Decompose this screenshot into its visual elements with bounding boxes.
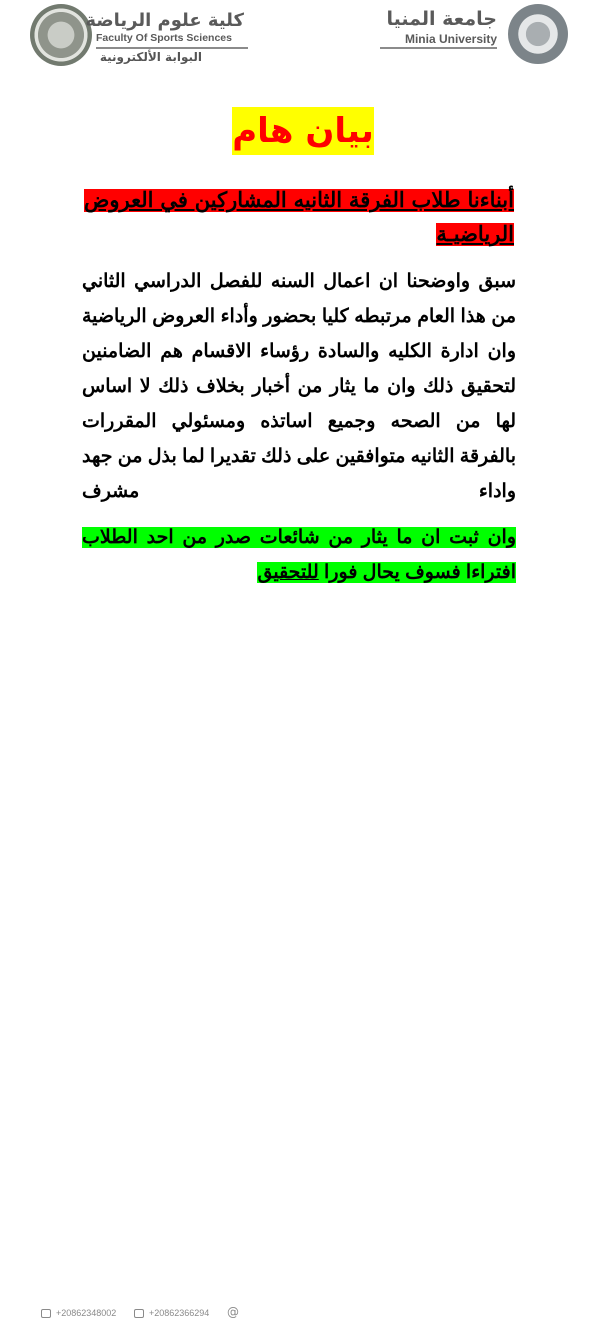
subtitle-text: أبناءنا طلاب الفرقة الثانيه المشاركين في العروض الرياضيـة xyxy=(84,189,514,246)
university-name-en: Minia University xyxy=(404,32,497,46)
portal-label: البوابة الألكترونية xyxy=(99,50,202,64)
header-divider-left xyxy=(96,47,248,49)
closing-underlined: للتحقيق xyxy=(257,562,319,583)
faculty-name-ar: كلية علوم الرياضة xyxy=(85,10,244,31)
phone-icon xyxy=(41,1309,51,1318)
page-header xyxy=(0,0,597,80)
footer-phone-1: +20862348002 xyxy=(56,1308,117,1318)
at-icon: @ xyxy=(227,1305,239,1319)
university-name-ar: جامعة المنيا xyxy=(386,8,497,30)
fax-icon xyxy=(134,1309,144,1318)
notice-body: سبق واوضحنا ان اعمال السنه للفصل الدراسي الثاني من هذا العام مرتبطه كليا بحضور وأداء العروض الرياضية وان ادارة الكليه والسادة رؤساء الاقسام هم الضامنين لتحقيق ذلك وان ما يثار من أخبار بخلاف ذلك لا اساس لها من الصحه وجميع اساتذه ومسئولي المقررات بالفرقة الثانيه متوافقين على ذلك تقديرا لما بذل من جهد واداء مشرف xyxy=(82,271,516,502)
notice-closing xyxy=(82,520,516,590)
closing-main: وان ثبت ان ما يثار من شائعات صدر من احد الطلاب افتراءا فسوف يحال فورا xyxy=(82,527,516,583)
closing-text xyxy=(82,527,516,583)
minia-university-logo xyxy=(508,4,568,64)
footer-phone-2: +20862366294 xyxy=(149,1308,210,1318)
faculty-name-en: Faculty Of Sports Sciences xyxy=(96,32,232,44)
page-footer xyxy=(0,650,597,1319)
notice-subtitle xyxy=(84,184,514,252)
notice-title: بيان هام xyxy=(232,107,374,155)
header-divider-right xyxy=(380,47,497,49)
